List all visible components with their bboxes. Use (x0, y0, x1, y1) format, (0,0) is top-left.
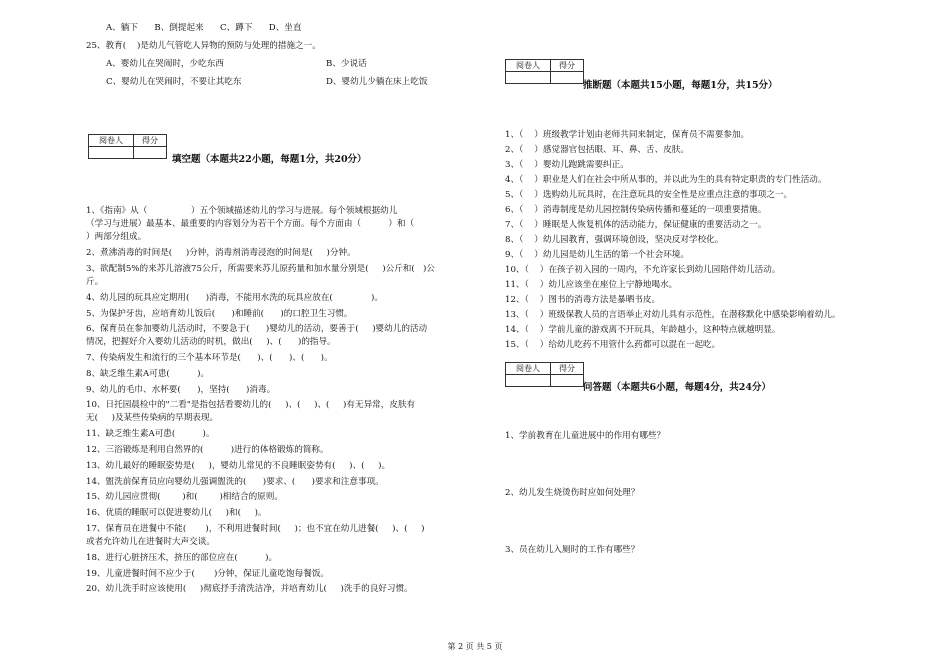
fill-line: 18、进行心脏挤压术，挤压的部位应在( )。 (86, 553, 278, 563)
grader-cell[interactable] (506, 72, 551, 84)
judge-item: 13、（ ）班级保教人员的言语举止对幼儿具有示范性，在潜移默化中感染影响着幼儿。 (505, 310, 841, 320)
score-label: 得分 (134, 135, 167, 147)
score-cell[interactable] (134, 147, 167, 159)
q25-option-d: D、婴幼儿少躺在床上吃饭 (326, 77, 428, 87)
judge-item: 11、（ ）幼儿应该坐在座位上宁静地喝水。 (505, 280, 678, 290)
grader-label: 阅卷人 (506, 363, 551, 375)
fill-line: 10、日托园晨检中的"二看"是指包括看婴幼儿的( )、( )、( )有无异常，皮肤有 (86, 400, 416, 410)
fill-line: 或者允许幼儿在进餐时大声交谈。 (86, 537, 215, 547)
judge-item: 10、（ ）在孩子初入园的一周内，不允许家长到幼儿园陪伴幼儿活动。 (505, 265, 781, 275)
fill-line: 16、优质的睡眠可以促进婴幼儿( )和( )。 (86, 508, 267, 518)
fill-line: 13、幼儿最好的睡眠姿势是( )，婴幼儿常见的不良睡眠姿势有( )、( )。 (86, 461, 391, 471)
fill-line: 4、幼儿园的玩具应定期用( )消毒，不能用水洗的玩具应放在( )。 (86, 293, 383, 303)
fill-line: 11、缺乏维生素A可患( )。 (86, 429, 215, 439)
fill-line: 2、煮沸消毒的时间是( )分钟，消毒剂消毒浸泡的时间是( )分钟。 (86, 248, 356, 258)
score-box-qa (505, 362, 584, 387)
fill-line: 15、幼儿园应贯彻( )和( )相结合的原则。 (86, 492, 283, 502)
judge-item: 6、（ ）消毒制度是幼儿园控制传染病传播和蔓延的一项重要措施。 (505, 205, 767, 215)
qa-section-title: 问答题（本题共6小题，每题4分，共24分） (583, 382, 771, 393)
qa-question: 3、员在幼儿入厕时的工作有哪些？ (505, 545, 640, 555)
fill-line: 19、儿童进餐时间不应少于( )分钟，保证儿童吃饱每餐饭。 (86, 569, 330, 579)
judge-item: 2、（ ）感觉器官包括眼、耳、鼻、舌、皮肤。 (505, 145, 689, 155)
judge-item: 7、（ ）睡眠是人恢复机体的活动能力，保证健康的重要活动之一。 (505, 220, 767, 230)
fill-line: 17、保育员在进餐中不能( )，不利用进餐时间( )；也不宜在幼儿进餐( )、( ) (86, 524, 425, 534)
score-box-fill (88, 134, 167, 159)
judge-item: 9、（ ）幼儿园是幼儿生活的第一个社会环境。 (505, 250, 689, 260)
fill-line: ）两部分组成。 (86, 232, 147, 242)
fill-line: 3、欲配制5%的来苏儿溶液75公斤，所需要来苏儿原药量和加水量分别是( )公斤和( )公 (86, 264, 435, 274)
fill-line: 12、三浴锻炼是利用自然界的( )进行的体格锻炼的简称。 (86, 445, 329, 455)
fill-line: 情况，把握好介入婴幼儿活动的时机，做出( )、( )的指导。 (86, 337, 336, 347)
judge-item: 5、（ ）选购幼儿玩具时，在注意玩具的安全性是应重点注意的事项之一。 (505, 190, 793, 200)
judge-item: 15、（ ）给幼儿吃药不用管什么药都可以混在一起吃。 (505, 340, 721, 350)
fill-line: 14、盥洗前保育员应向婴幼儿强调盥洗的( )要求、( )要求和注意事项。 (86, 477, 384, 487)
fill-line: 1、《指南》从（ ）五个领域描述幼儿的学习与进展。每个领域根据幼儿 (86, 206, 398, 216)
grader-label: 阅卷人 (506, 60, 551, 72)
fill-line: 6、保育员在参加婴幼儿活动时，不要急于( )婴幼儿的活动，要善于( )婴幼儿的活动 (86, 324, 428, 334)
q24-options: A、躺下 B、倒提起来 C、蹲下 D、坐直 (106, 23, 302, 33)
grader-label: 阅卷人 (89, 135, 134, 147)
fill-line: 5、为保护牙齿，应培育幼儿饭后( )和睡前( )的口腔卫生习惯。 (86, 309, 353, 319)
fill-line: 9、幼儿的毛巾、水杯要( )，坚持( )消毒。 (86, 385, 276, 395)
q25-option-c: C、婴幼儿在哭闹时，不要让其吃东 (106, 77, 242, 87)
judge-item: 12、（ ）图书的消毒方法是暴晒书皮。 (505, 295, 661, 305)
page-footer: 第 2 页 共 5 页 (447, 642, 503, 651)
fill-line: （学习与进展）最基本、最重要的内容划分为若干个方面。每个方面由（ ）和（ (86, 219, 415, 229)
score-box-judge (505, 59, 584, 84)
judge-item: 14、（ ）学前儿童的游戏离不开玩具，年龄越小，这种特点就越明显。 (505, 325, 781, 335)
fill-line: 20、幼儿洗手时应该使用( )彻底抒手清洗洁净，并培育幼儿( )洗手的良好习惯。 (86, 584, 413, 594)
score-label: 得分 (551, 60, 584, 72)
fill-line: 7、传染病发生和流行的三个基本环节是( )、( )、( )。 (86, 353, 333, 363)
score-cell[interactable] (551, 375, 584, 387)
fill-line: 斤。 (86, 277, 104, 287)
fill-line: 8、缺乏维生素A可患( )。 (86, 369, 210, 379)
score-label: 得分 (551, 363, 584, 375)
q25-stem: 25、教育( )是幼儿气管吃人异物的预防与处理的措施之一。 (86, 41, 321, 51)
fill-line: 无( )及某些传染病的早期表现。 (86, 413, 219, 423)
grader-cell[interactable] (506, 375, 551, 387)
judge-item: 3、（ ）婴幼儿跑跳需要纠正。 (505, 160, 629, 170)
judge-item: 4、（ ）职业是人们在社会中所从事的，并以此为生的具有特定职责的专门性活动。 (505, 175, 827, 185)
q25-option-b: B、少说话 (326, 59, 367, 69)
q25-option-a: A、婴幼儿在哭闹时，少吃东西 (106, 59, 224, 69)
judge-section-title: 推断题（本题共15小题，每题1分，共15分） (583, 80, 778, 91)
score-cell[interactable] (551, 72, 584, 84)
fill-section-title: 填空题（本题共22小题，每题1分，共20分） (172, 154, 367, 165)
grader-cell[interactable] (89, 147, 134, 159)
qa-question: 1、学前教育在儿童进展中的作用有哪些？ (505, 431, 666, 441)
judge-item: 8、（ ）幼儿园教育，强调环境创设，坚决反对学校化。 (505, 235, 724, 245)
judge-item: 1、（ ）班级教学计划由老师共同来制定，保育员不需要参加。 (505, 130, 750, 140)
qa-question: 2、幼儿发生烧烫伤时应如何处理？ (505, 488, 640, 498)
